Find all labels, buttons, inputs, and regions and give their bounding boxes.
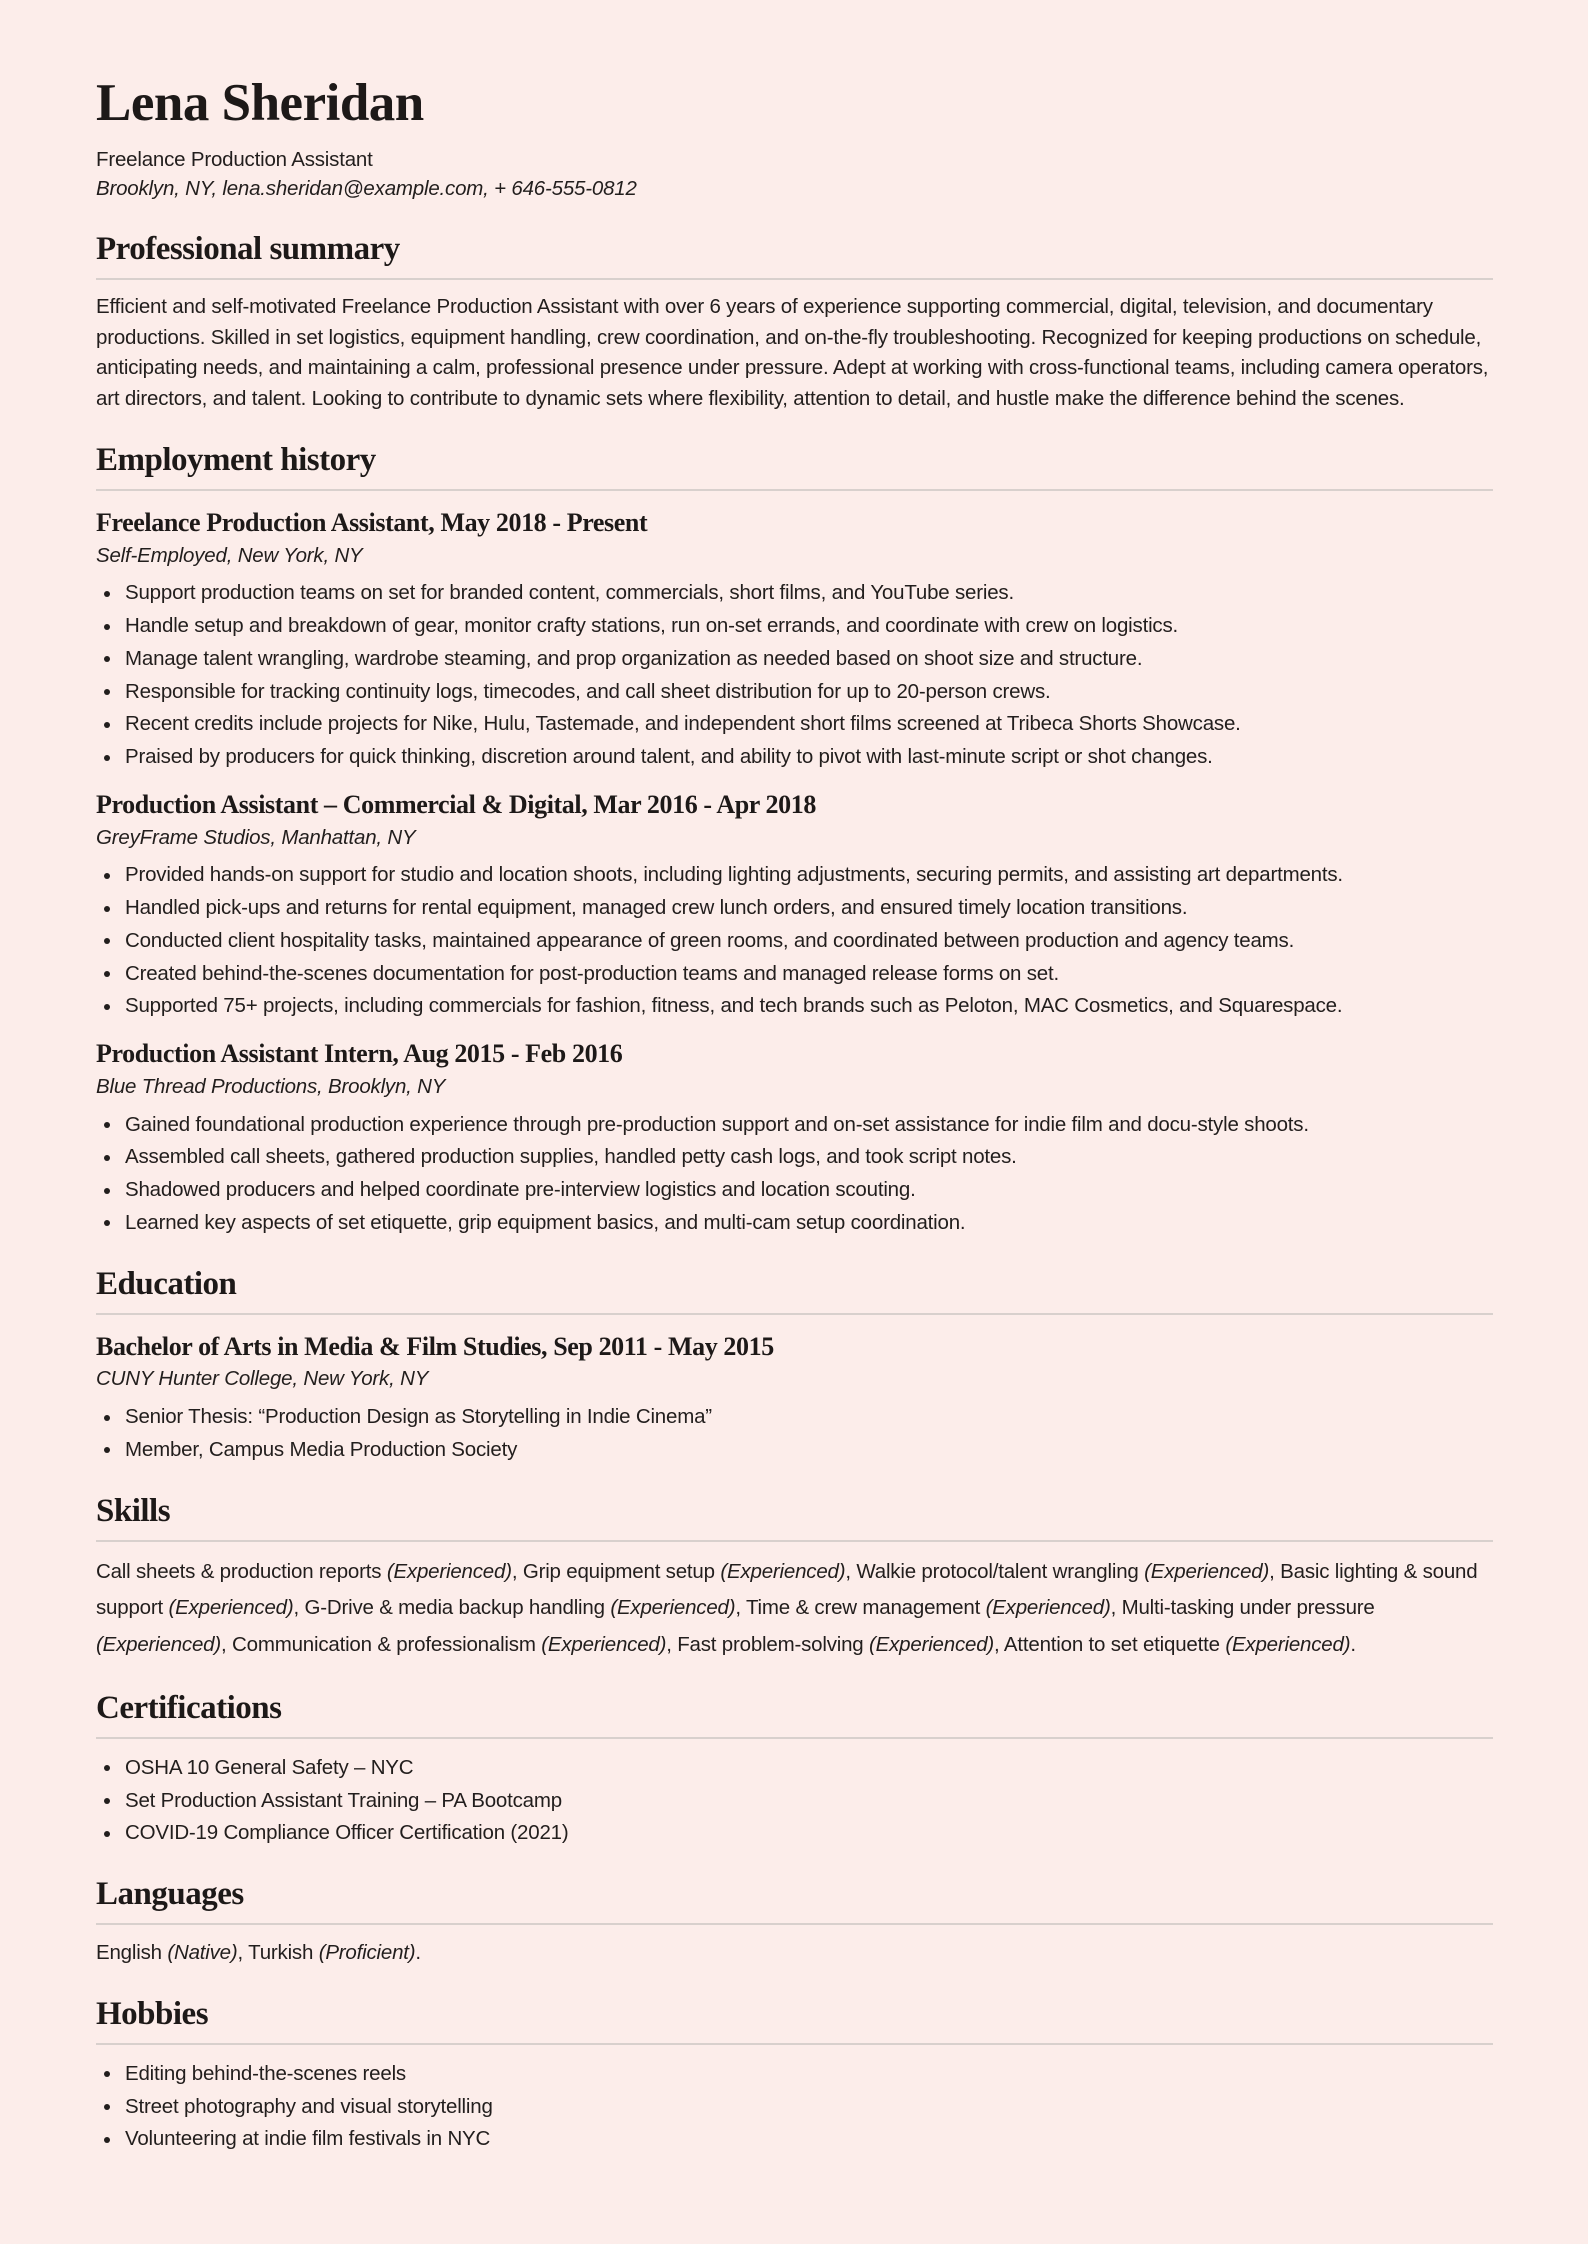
candidate-title: Freelance Production Assistant: [96, 147, 373, 171]
job-bullet: Assembled call sheets, gathered production supplies, handled petty cash logs, and took script notes.: [96, 1142, 1493, 1173]
job-entry: [96, 788, 1493, 1022]
language-item: [96, 1941, 248, 1964]
skill-separator: ,: [666, 1632, 678, 1656]
skill-name: Time & crew management: [745, 1596, 981, 1620]
skill-level: (Experienced): [96, 1632, 222, 1656]
job-bullet-list: [96, 1110, 1493, 1239]
certifications-heading: Certifications: [96, 1690, 1493, 1739]
language-separator: ,: [237, 1941, 249, 1965]
job-bullet: Support production teams on set for branded content, commercials, short films, and YouTube series.: [96, 578, 1493, 609]
job-title: Production Assistant Intern, Aug 2015 - Feb 2016: [96, 1039, 623, 1069]
skill-level: (Experienced): [610, 1596, 736, 1620]
skill-item: [305, 1596, 746, 1619]
skill-level: (Experienced): [720, 1559, 846, 1583]
skill-separator: ,: [1110, 1596, 1122, 1620]
job-bullet: Conducted client hospitality tasks, maintained appearance of green rooms, and coordinated between production and agency teams.: [96, 926, 1493, 957]
skill-separator: ,: [994, 1632, 1004, 1656]
certification-item: Set Production Assistant Training – PA Bootcamp: [96, 1786, 1493, 1817]
skill-item: [1004, 1633, 1356, 1656]
section-languages: [96, 1876, 1493, 1969]
skill-separator: .: [1350, 1632, 1356, 1656]
job-bullet: Learned key aspects of set etiquette, grip equipment basics, and multi-cam setup coordination.: [96, 1208, 1493, 1239]
hobby-item: Volunteering at indie film festivals in NYC: [96, 2124, 1493, 2155]
skill-item: [746, 1596, 1122, 1619]
education-bullet-list: [96, 1402, 1493, 1466]
skills-list: [96, 1554, 1493, 1663]
skill-separator: ,: [1269, 1559, 1281, 1583]
skill-level: (Experienced): [168, 1596, 294, 1620]
job-company-location: Blue Thread Productions, Brooklyn, NY: [96, 1074, 446, 1098]
skill-level: (Experienced): [1225, 1632, 1351, 1656]
education-bullet: Member, Campus Media Production Society: [96, 1435, 1493, 1466]
job-bullet: Handle setup and breakdown of gear, monitor crafty stations, run on-set errands, and coordinate with crew on logistics.: [96, 611, 1493, 642]
skill-separator: ,: [293, 1596, 305, 1620]
section-certifications: [96, 1690, 1493, 1849]
skill-name: Multi-tasking under pressure: [1121, 1596, 1375, 1620]
certifications-list: [96, 1753, 1493, 1849]
skill-separator: ,: [511, 1559, 523, 1583]
job-entry: [96, 1037, 1493, 1239]
language-separator: .: [415, 1941, 421, 1965]
skill-item: [677, 1633, 1004, 1656]
job-title: Production Assistant – Commercial & Digital, Mar 2016 - Apr 2018: [96, 789, 816, 819]
skill-name: Fast problem-solving: [677, 1632, 864, 1656]
job-bullet: Created behind-the-scenes documentation for post-production teams and managed release forms on set.: [96, 959, 1493, 990]
education-heading: Education: [96, 1266, 1493, 1315]
summary-text: Efficient and self-motivated Freelance Production Assistant with over 6 years of experience supporting commercial, digital, television, and documentary productions. Skilled in set logistics, equipment handling, crew coordination, and on-the-fly troubleshooting. Recognized for keeping productions on schedule, anticipating needs, and maintaining a calm, professional presence under pressure. Adept at working with cross-functional teams, including camera operators, art directors, and talent. Looking to contribute to dynamic sets where flexibility, attention to detail, and hustle make the difference behind the scenes.: [96, 294, 1489, 411]
job-bullet-list: [96, 860, 1493, 1022]
school-location: CUNY Hunter College, New York, NY: [96, 1367, 429, 1391]
languages-list: [96, 1938, 1493, 1969]
section-employment: [96, 442, 1493, 1239]
section-hobbies: [96, 1996, 1493, 2155]
job-bullet: Handled pick-ups and returns for rental equipment, managed crew lunch orders, and ensured timely location transitions.: [96, 893, 1493, 924]
job-bullet: Shadowed producers and helped coordinate pre-interview logistics and location scouting.: [96, 1175, 1493, 1206]
hobbies-list: [96, 2059, 1493, 2155]
resume-header: [96, 72, 1493, 204]
skill-level: (Experienced): [541, 1632, 667, 1656]
contact-info: Brooklyn, NY, lena.sheridan@example.com, + 646-555-0812: [96, 177, 637, 201]
skill-name: G-Drive & media backup handling: [304, 1596, 605, 1620]
job-title: Freelance Production Assistant, May 2018 - Present: [96, 507, 648, 537]
job-bullet: Praised by producers for quick thinking, discretion around talent, and ability to pivot with last-minute script or shot changes.: [96, 742, 1493, 773]
summary-heading: Professional summary: [96, 231, 1493, 280]
education-entries: [96, 1330, 1493, 1466]
section-summary: [96, 231, 1493, 415]
skill-name: Call sheets & production reports: [96, 1559, 382, 1583]
hobby-item: Street photography and visual storytelling: [96, 2092, 1493, 2123]
candidate-name: Lena Sheridan: [96, 74, 424, 132]
skill-name: Communication & professionalism: [232, 1632, 536, 1656]
skill-separator: ,: [221, 1632, 233, 1656]
education-entry: [96, 1330, 1493, 1466]
section-education: [96, 1266, 1493, 1466]
skill-item: [523, 1560, 857, 1583]
skill-level: (Experienced): [869, 1632, 995, 1656]
hobby-item: Editing behind-the-scenes reels: [96, 2059, 1493, 2090]
degree-title: Bachelor of Arts in Media & Film Studies, Sep 2011 - May 2015: [96, 1331, 774, 1361]
job-bullet: Supported 75+ projects, including commercials for fashion, fitness, and tech brands such as Peloton, MAC Cosmetics, and Squarespace.: [96, 991, 1493, 1022]
hobbies-heading: Hobbies: [96, 1996, 1493, 2045]
employment-heading: Employment history: [96, 442, 1493, 491]
job-entry: [96, 506, 1493, 773]
job-bullet: Manage talent wrangling, wardrobe steaming, and prop organization as needed based on shoot size and structure.: [96, 644, 1493, 675]
skill-item: [232, 1633, 677, 1656]
skill-name: Attention to set etiquette: [1003, 1632, 1220, 1656]
job-company-location: GreyFrame Studios, Manhattan, NY: [96, 825, 416, 849]
job-bullet: Responsible for tracking continuity logs, timecodes, and call sheet distribution for up to 20-person crews.: [96, 677, 1493, 708]
language-name: English: [96, 1941, 162, 1965]
certification-item: OSHA 10 General Safety – NYC: [96, 1753, 1493, 1784]
language-level: (Native): [167, 1941, 238, 1965]
skill-item: [96, 1560, 523, 1583]
education-bullet: Senior Thesis: “Production Design as Storytelling in Indie Cinema”: [96, 1402, 1493, 1433]
language-level: (Proficient): [318, 1941, 416, 1965]
skill-level: (Experienced): [1144, 1559, 1270, 1583]
certification-item: COVID-19 Compliance Officer Certification (2021): [96, 1818, 1493, 1849]
skill-level: (Experienced): [386, 1559, 512, 1583]
job-bullet: Provided hands-on support for studio and location shoots, including lighting adjustments, securing permits, and assisting art departments.: [96, 860, 1493, 891]
skill-name: Grip equipment setup: [522, 1559, 715, 1583]
languages-heading: Languages: [96, 1876, 1493, 1925]
language-name: Turkish: [248, 1941, 314, 1965]
skill-name: Walkie protocol/talent wrangling: [856, 1559, 1139, 1583]
job-company-location: Self-Employed, New York, NY: [96, 543, 363, 567]
language-item: [248, 1941, 421, 1964]
skills-heading: Skills: [96, 1493, 1493, 1542]
job-bullet: Recent credits include projects for Nike, Hulu, Tastemade, and independent short films screened at Tribeca Shorts Showcase.: [96, 709, 1493, 740]
job-bullet-list: [96, 578, 1493, 773]
skill-name: Basic lighting & sound support: [96, 1559, 1478, 1620]
job-bullet: Gained foundational production experience through pre-production support and on-set assistance for indie film and docu-style shoots.: [96, 1110, 1493, 1141]
employment-entries: [96, 506, 1493, 1239]
skill-level: (Experienced): [985, 1596, 1111, 1620]
skill-separator: ,: [735, 1596, 746, 1620]
skill-separator: ,: [845, 1559, 857, 1583]
skill-item: [856, 1560, 1280, 1583]
section-skills: [96, 1493, 1493, 1663]
